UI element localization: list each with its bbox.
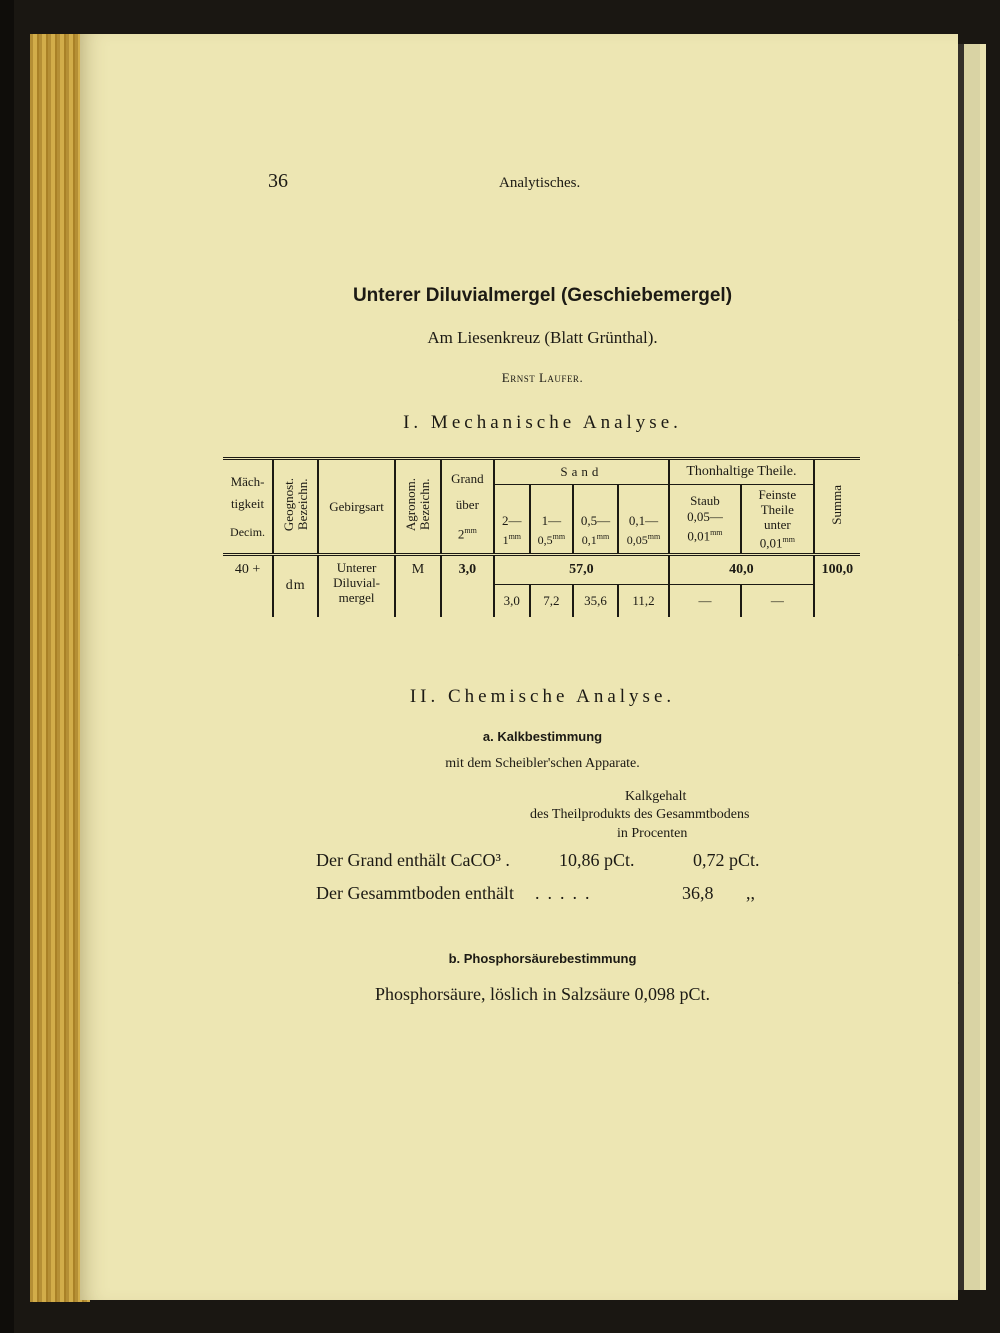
phosphor-line: Phosphorsäure, löslich in Salzsäure 0,098 pCt. (375, 984, 710, 1004)
row-label: Der Grand enthält CaCO³ . (316, 850, 510, 870)
header-summa (814, 459, 860, 555)
subheading-kalk: a. Kalkbestimmung (482, 729, 603, 744)
header-gebirgsart: Gebirgsart (318, 459, 395, 555)
running-title: Analytisches. (499, 175, 581, 191)
header-unit: mm (647, 531, 661, 541)
header-sand-col (573, 485, 618, 555)
cell-geognost: dm (273, 555, 318, 617)
header-text: 0,5 (537, 532, 553, 547)
header-text: 0,05— (687, 509, 723, 525)
header-text: 0,5— (580, 512, 611, 528)
header-unit: mm (710, 528, 723, 538)
header-text: 2— (502, 512, 522, 528)
page-title: Unterer Diluvialmergel (Geschiebemergel) (352, 285, 733, 306)
cell-sand-value: 11,2 (618, 585, 669, 617)
cell-text: Diluvial- (333, 575, 381, 590)
mechanical-analysis-table (223, 457, 860, 617)
header-text (282, 478, 310, 531)
header-thonhaltige: Thonhaltige Theile. (669, 459, 814, 485)
header-text: tigkeit (230, 495, 265, 511)
section-heading-mechanical: I. Mechanische Analyse. (403, 412, 682, 433)
cell-grand: 3,0 (441, 555, 494, 617)
value-gesammtboden: 36,8 (682, 883, 714, 903)
header-grand (441, 459, 494, 555)
header-unit: mm (464, 525, 477, 535)
author-line: Ernst Laufer. (501, 370, 584, 385)
header-text: unter (763, 517, 791, 533)
cell-thon-total: 40,0 (669, 555, 814, 585)
header-sand-col (618, 485, 669, 555)
header-sand: Sand (494, 459, 669, 485)
header-text: Grand (451, 470, 484, 486)
header-text: Bezeichn. (416, 478, 432, 531)
cell-feinste: — (741, 585, 814, 617)
header-text: 0,1— (628, 512, 659, 528)
header-sand-col (530, 485, 573, 555)
header-text: Geognost. (280, 477, 296, 532)
header-feinste (741, 485, 814, 555)
kalk-row-grand (316, 850, 760, 871)
header-agronom (395, 459, 441, 555)
scan-border (0, 0, 14, 1333)
cell-gebirgsart (318, 555, 395, 617)
cell-agronom: M (395, 555, 441, 617)
cell-sand-value: 7,2 (530, 585, 573, 617)
header-staub (669, 485, 741, 555)
method-line: mit dem Scheibler'schen Apparate. (445, 756, 640, 771)
kalk-row-gesammtboden (316, 883, 755, 904)
header-text: Agronom. (402, 477, 418, 532)
header-text (404, 478, 432, 531)
page-number: 36 (268, 170, 288, 192)
header-text: Mäch- (230, 473, 265, 489)
cell-sand-value: 3,0 (494, 585, 530, 617)
header-text: Bezeichn. (294, 478, 310, 531)
location-line: Am Liesenkreuz (Blatt Grünthal). (427, 328, 658, 347)
header-text: 1 (502, 532, 509, 547)
header-unit: mm (782, 535, 795, 545)
cell-sand-value: 35,6 (573, 585, 618, 617)
header-text: Staub (690, 493, 720, 509)
header-text: 2 (457, 526, 465, 542)
header-text: Feinste (758, 487, 797, 503)
cell-summa: 100,0 (814, 555, 860, 617)
cell-text: mergel (338, 590, 375, 605)
header-unit: mm (508, 531, 522, 541)
ditto-mark: ,, (746, 883, 755, 903)
column-header-procent: in Procenten (617, 826, 688, 841)
column-header-kalkgehalt: Kalkgehalt (625, 789, 687, 804)
header-text: 0,1 (581, 532, 597, 547)
header-maechtigkeit (223, 459, 273, 555)
column-header-produkte: des Theilprodukts des Gesammtbodens (530, 807, 750, 822)
header-text: Theile (760, 502, 794, 518)
cell-staub: — (669, 585, 741, 617)
leader-dots: ..... (535, 883, 598, 903)
cell-maechtigkeit: 40 + (234, 562, 261, 577)
header-unit: mm (552, 531, 566, 541)
header-text: über (455, 496, 479, 512)
header-text: Summa (829, 484, 845, 525)
cell-text: Unterer (336, 560, 377, 575)
facing-page-edge (958, 44, 986, 1290)
row-label: Der Gesammtboden enthält (316, 883, 514, 903)
cell-sand-total: 57,0 (494, 555, 669, 585)
header-text: 0,05 (626, 532, 648, 547)
header-text: 1— (541, 512, 562, 528)
header-unit: mm (596, 531, 610, 541)
header-text: 0,01 (759, 535, 783, 551)
subheading-phosphor: b. Phosphorsäurebestimmung (448, 951, 637, 966)
header-sand-col (494, 485, 530, 555)
section-heading-chemical: II. Chemische Analyse. (409, 686, 676, 707)
header-text: 0,01 (687, 528, 711, 544)
header-geognost (273, 459, 318, 555)
value-teilprodukt: 10,86 pCt. (559, 850, 635, 870)
book-page (80, 34, 958, 1300)
value-gesammtboden: 0,72 pCt. (693, 850, 760, 870)
header-unit: Decim. (230, 524, 266, 539)
